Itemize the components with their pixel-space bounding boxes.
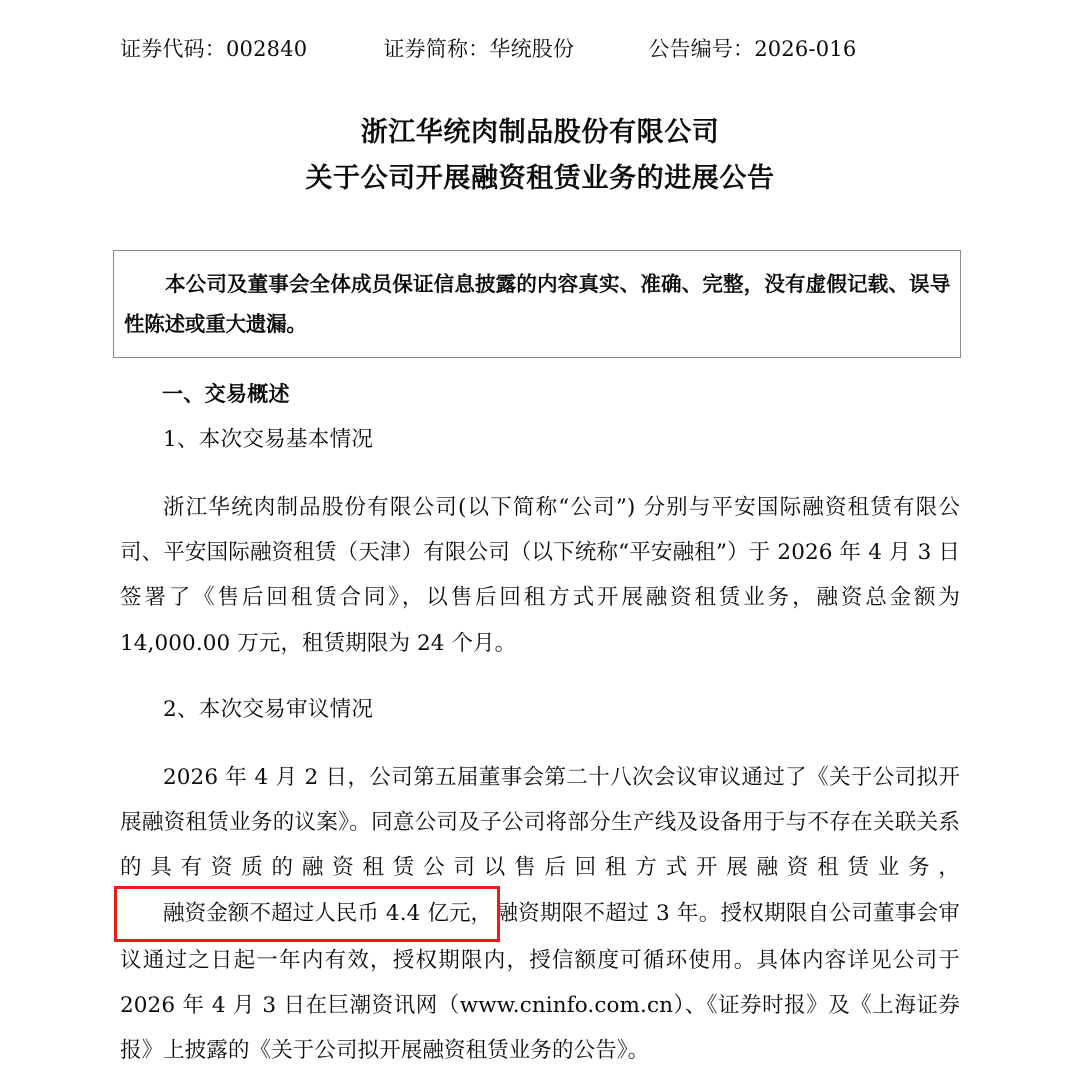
- notice-number-label: 公告编号：: [648, 37, 755, 61]
- page-title: [120, 110, 960, 203]
- paragraph-review-part-1: 2026 年 4 月 2 日，公司第五届董事会第二十八次会议审议通过了《关于公司拟开展融资租赁业务的议案》。同意公司及子公司将部分生产线及设备用于与不存在关联关系的具有资质的融资租赁公司以售后回租方式开展融资租赁业务，: [120, 764, 960, 881]
- section-heading-transaction-overview: 一、交易概述: [162, 382, 290, 407]
- disclaimer-box: [113, 250, 961, 358]
- document-header: [120, 0, 960, 66]
- disclaimer-text: 本公司及董事会全体成员保证信息披露的内容真实、准确、完整，没有虚假记载、误导性陈述或重大遗漏。: [124, 272, 950, 337]
- document-body: [120, 372, 960, 1073]
- paragraph-review-situation: [120, 755, 960, 1073]
- paragraph-review-part-2: 融资期限不超过 3 年。授权期限自公司董事会审议通过之日起一年内有效，授权期限内，授信额度可循环使用。具体内容详见公司于 2026 年 4 月 3 日在巨潮资讯网（www.cninfo.com.cn）、《证券时报》及《上海证券报》上披露的《关于公司拟开展融资租赁业务的公告》。: [120, 901, 960, 1063]
- subheading-review-situation: 2、本次交易审议情况: [163, 697, 374, 723]
- security-abbr-value: 华统股份: [489, 37, 575, 61]
- paragraph-basic-situation: 浙江华统肉制品股份有限公司(以下简称“公司”) 分别与平安国际融资租赁有限公司、平安国际融资租赁（天津）有限公司（以下统称“平安融租”）于 2026 年 4 月 3 日签署了《售后回租赁合同》，以售后回租方式开展融资租赁业务，融资总金额为 14,000.00 万元，租赁期限为 24 个月。: [120, 495, 960, 656]
- subheading-basic-situation: 1、本次交易基本情况: [163, 427, 374, 453]
- security-abbr-label: 证券简称：: [383, 37, 490, 61]
- highlighted-financing-amount: 融资金额不超过人民币 4.4 亿元，: [118, 890, 496, 937]
- announcement-subject-title: 关于公司开展融资租赁业务的进展公告: [305, 162, 775, 194]
- company-name-title: 浙江华统肉制品股份有限公司: [360, 116, 720, 148]
- security-code-value: 002840: [226, 37, 308, 61]
- notice-number-value: 2026-016: [754, 37, 857, 61]
- security-code-label: 证券代码：: [120, 37, 226, 61]
